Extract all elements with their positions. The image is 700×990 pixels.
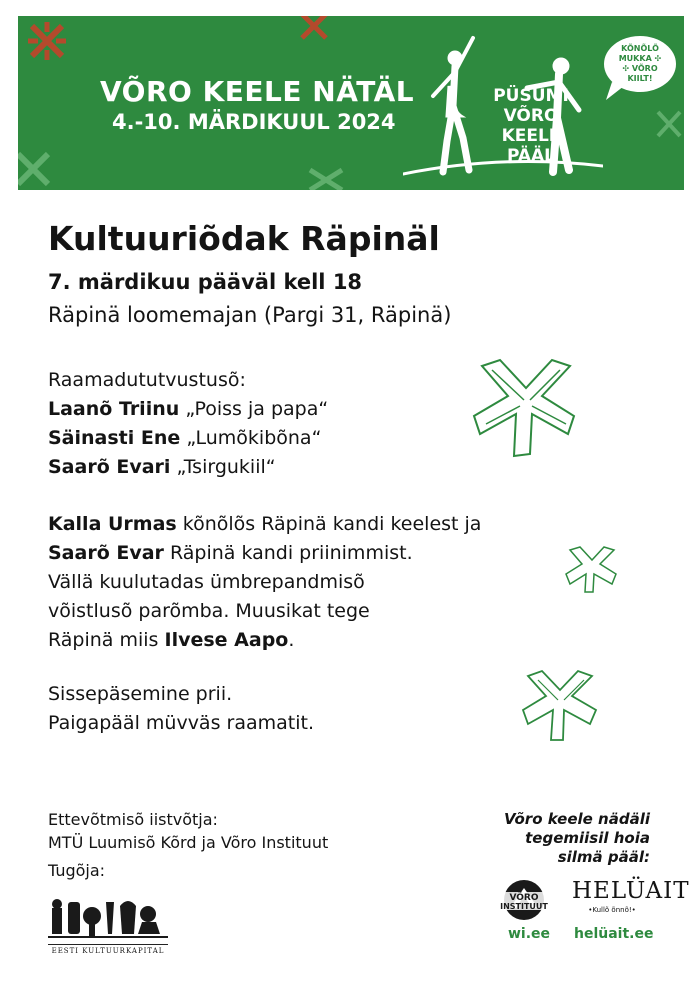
book-item: [48, 424, 328, 453]
outline-cross-icon: [520, 668, 602, 744]
speaker-name: Saarõ Evar: [48, 542, 164, 564]
wi-logo-line: INSTITUUT: [500, 902, 548, 911]
entry-line: Paigapääl müvväs raamatit.: [48, 712, 314, 734]
heluait-tagline: •Kullõ õnnõ!•: [588, 906, 636, 914]
festival-title: VÕRO KEELE NÄTÄL: [100, 75, 415, 108]
cross-pattern-icon: [304, 164, 348, 190]
heluait-website-link[interactable]: helüait.ee: [574, 926, 654, 942]
books-heading: Raamadututvustusõ:: [48, 369, 246, 391]
speaker-name: Kalla Urmas: [48, 513, 177, 535]
musician-name: Ilvese Aapo: [164, 629, 289, 651]
kultuurkapital-figures-icon: [48, 894, 168, 940]
program-description: [48, 510, 481, 655]
cross-pattern-icon: [294, 16, 334, 46]
slogan-line: VÕRO: [503, 106, 559, 126]
bubble-line: ✣ VÕRO: [622, 64, 658, 73]
program-line: [48, 539, 481, 568]
speech-bubble-text: [604, 44, 676, 84]
book-author: Laanõ Triinu: [48, 398, 180, 420]
organizer-name: MTÜ Luumisõ Kõrd ja Võro Instituut: [48, 833, 329, 852]
sponsor-note-line: silmä pääl:: [557, 848, 650, 866]
program-text: Räpinä kandi priinimmist.: [163, 542, 413, 564]
event-date: 7. märdikuu pääväl kell 18: [48, 270, 363, 294]
organizer-label: Ettevõtmisõ iistvõtja:: [48, 810, 218, 829]
sponsor-note-line: tegemiisil hoia: [525, 829, 650, 847]
program-line: [48, 626, 481, 655]
program-line: võistlusõ parõmba. Muusikat tege: [48, 600, 370, 622]
book-title: „Tsirgukiil“: [176, 456, 276, 478]
book-author: Säinasti Ene: [48, 427, 181, 449]
slogan-line: KEELE: [501, 126, 561, 146]
program-text: Räpinä miis: [48, 629, 165, 651]
book-author: Saarõ Evari: [48, 456, 171, 478]
outline-cross-icon: [470, 356, 582, 460]
bubble-line: MUKKA ✣: [618, 54, 662, 63]
bubble-line: KIILT!: [627, 74, 653, 83]
book-item: [48, 395, 328, 424]
entry-info: [48, 680, 314, 738]
organizer-info: [48, 808, 328, 882]
sponsor-note: [462, 810, 650, 867]
program-text: .: [288, 629, 295, 651]
voro-instituut-logo: [492, 878, 556, 922]
banner: [18, 16, 684, 190]
program-line: Vällä kuulutadas ümbrepandmisõ: [48, 571, 365, 593]
outline-cross-icon: [564, 544, 620, 596]
festival-dates: 4.-10. MÄRDIKUUL 2024: [112, 110, 396, 134]
cross-pattern-icon: [22, 16, 72, 66]
slogan-line: PÄÄL: [506, 146, 556, 166]
cross-pattern-icon: [654, 106, 684, 146]
slogan-line: PÜSÜMI: [493, 86, 569, 106]
support-label: Tugõja:: [48, 861, 106, 880]
wi-logo-line: VÕRO: [509, 893, 539, 903]
sponsor-note-line: Võro keele nädäli: [503, 810, 650, 828]
wi-website-link[interactable]: wi.ee: [508, 926, 551, 942]
event-title: Kultuuriõdak Räpinäl: [48, 219, 440, 258]
speech-bubble-tail: [606, 82, 626, 100]
book-title: „Poiss ja papa“: [185, 398, 329, 420]
entry-line: Sissepäsemine prii.: [48, 683, 233, 705]
program-text: kõnõlõs Räpinä kandi keelest ja: [176, 513, 482, 535]
event-venue: Räpinä loomemajan (Pargi 31, Räpinä): [48, 303, 452, 327]
kultuurkapital-logo: [48, 894, 168, 955]
tightrope-slogan: [483, 86, 579, 166]
bubble-line: KÕNÕLÕ: [621, 44, 659, 53]
cross-pattern-icon: [18, 134, 62, 190]
heluait-name: HELÜAIT: [572, 878, 690, 904]
book-presentations: [48, 366, 328, 482]
book-title: „Lumõkibõna“: [186, 427, 322, 449]
book-item: [48, 453, 328, 482]
program-line: [48, 510, 481, 539]
kultuurkapital-name: EESTI KULTUURKAPITAL: [48, 944, 168, 955]
heluait-logo: [572, 878, 690, 914]
